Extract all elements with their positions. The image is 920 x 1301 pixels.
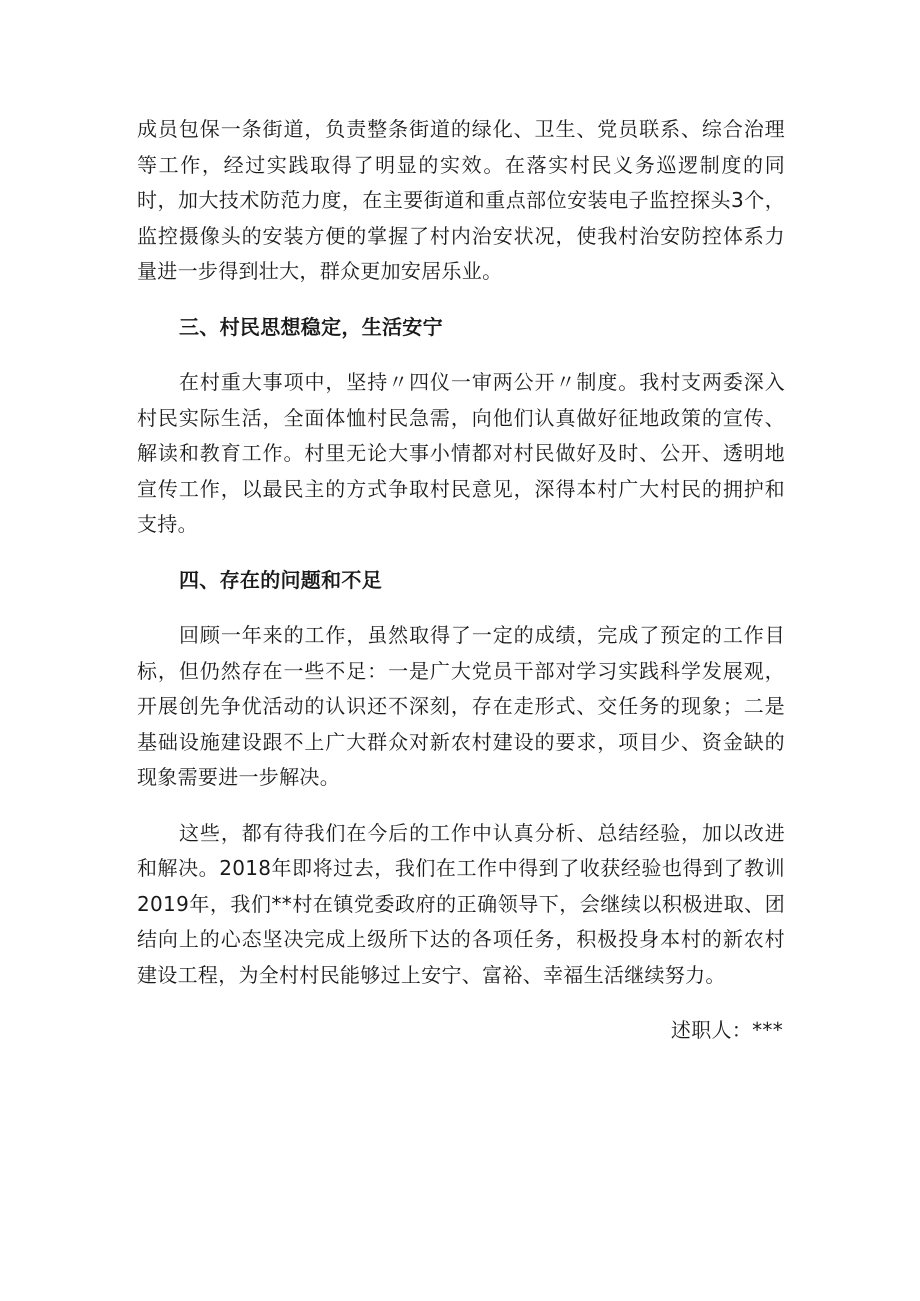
signature: 述职人：*** <box>670 1018 783 1042</box>
closing-paragraph: 这些，都有待我们在今后的工作中认真分析、总结经验，加以改进和解决。2018年即将过去，我们在工作中得到了收获经验也得到了教训2019年，我们**村在镇党委政府的正确领导下，会继续以积极进取、团结向上的心态坚决完成上级所下达的各项任务，积极投身本村的新农村建设工程，为全村村民能够过上安宁、富裕、幸福生活继续努力。 <box>137 820 785 987</box>
section-3-heading: 三、村民思想稳定，生活安宁 <box>179 314 443 339</box>
paragraph-intro: 成员包保一条街道，负责整条街道的绿化、卫生、党员联系、综合治理等工作，经过实践取得了明显的实效。在落实村民义务巡逻制度的同时，加大技术防范力度，在主要街道和重点部位安装电子监控探头3个，监控摄像头的安装方便的掌握了村内治安状况，使我村治安防控体系力量进一步得到壮大，群众更加安居乐业。 <box>137 117 785 283</box>
section-4-heading: 四、存在的问题和不足 <box>179 567 382 592</box>
section-4-body: 回顾一年来的工作，虽然取得了一定的成绩，完成了预定的工作目标，但仍然存在一些不足：一是广大党员干部对学习实践科学发展观，开展创先争优活动的认识还不深刻，存在走形式、交任务的现象；二是基础设施建设跟不上广大群众对新农村建设的要求，项目少、资金缺的现象需要进一步解决。 <box>137 623 785 789</box>
document-page <box>137 112 785 1049</box>
section-3-body: 在村重大事项中，坚持〃四仪一审两公开〃制度。我村支两委深入村民实际生活，全面体恤村民急需，向他们认真做好征地政策的宣传、解读和教育工作。村里无论大事小情都对村民做好及时、公开、透明地宣传工作，以最民主的方式争取村民意见，深得本村广大村民的拥护和支持。 <box>137 370 785 536</box>
